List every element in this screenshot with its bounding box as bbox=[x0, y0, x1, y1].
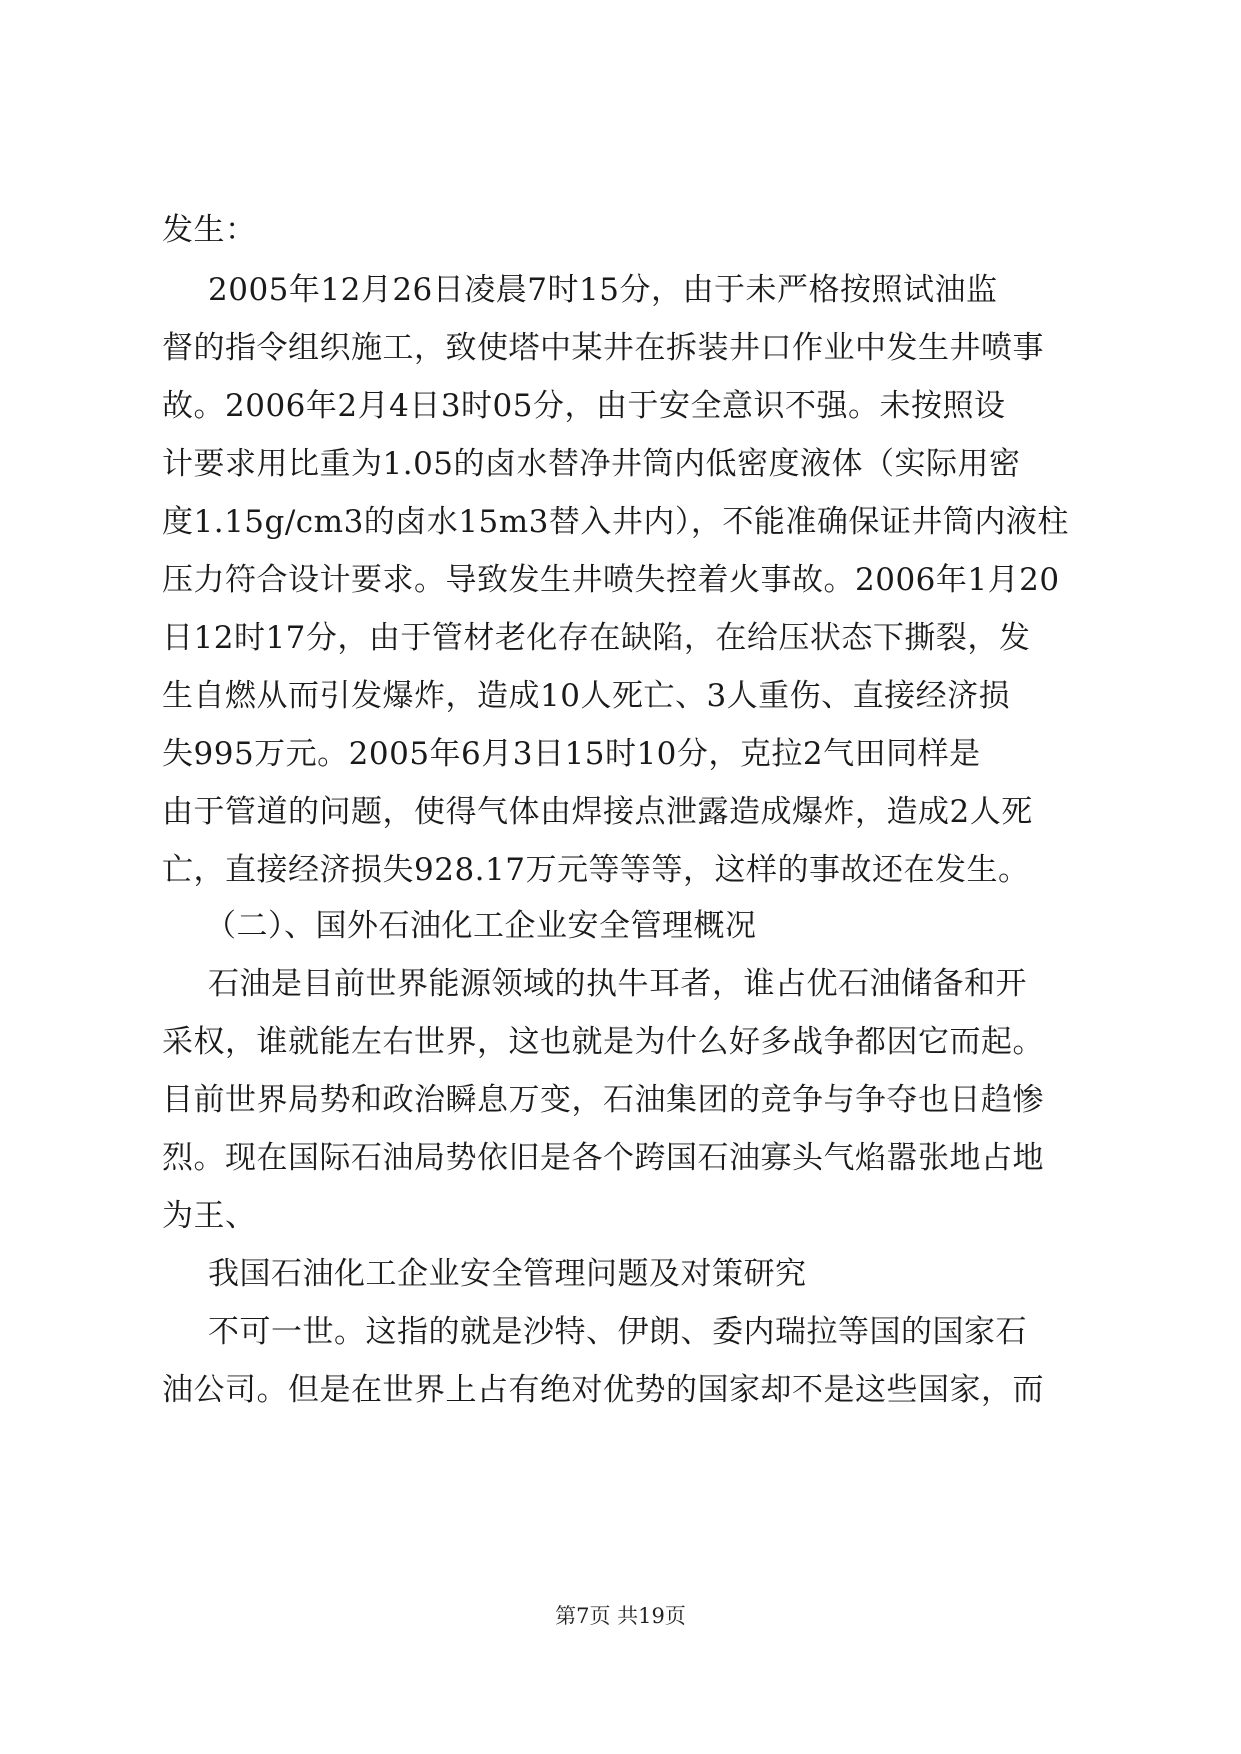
text-line: 督的指令组织施工，致使塔中某井在拆装井口作业中发生井喷事 bbox=[162, 330, 1044, 366]
text-line: 亡，直接经济损失928.17万元等等等，这样的事故还在发生。 bbox=[162, 852, 1030, 888]
text-line: 由于管道的问题，使得气体由焊接点泄露造成爆炸，造成2人死 bbox=[162, 794, 1033, 830]
text-line: 失995万元。2005年6月3日15时10分，克拉2气田同样是 bbox=[162, 736, 981, 772]
document-title-line: 我国石油化工企业安全管理问题及对策研究 bbox=[208, 1256, 807, 1292]
text-line: 日12时17分，由于管材老化存在缺陷，在给压状态下撕裂，发 bbox=[162, 620, 1031, 656]
text-line: 2005年12月26日凌晨7时15分，由于未严格按照试油监 bbox=[208, 272, 998, 308]
text-line: 发生： bbox=[162, 212, 257, 248]
page-footer: 第7页 共19页 bbox=[555, 1604, 686, 1628]
text-line: 压力符合设计要求。导致发生井喷失控着火事故。2006年1月20 bbox=[162, 562, 1060, 598]
text-line: 生自燃从而引发爆炸，造成10人死亡、3人重伤、直接经济损 bbox=[162, 678, 1011, 714]
text-line: 计要求用比重为1.05的卤水替净井筒内低密度液体（实际用密 bbox=[162, 446, 1021, 482]
text-line: 故。2006年2月4日3时05分，由于安全意识不强。未按照设 bbox=[162, 388, 1006, 424]
text-line: 石油是目前世界能源领域的执牛耳者，谁占优石油储备和开 bbox=[208, 966, 1027, 1002]
text-line: 采权，谁就能左右世界，这也就是为什么好多战争都因它而起。 bbox=[162, 1024, 1044, 1060]
text-line: 油公司。但是在世界上占有绝对优势的国家却不是这些国家，而 bbox=[162, 1372, 1044, 1408]
text-line: 不可一世。这指的就是沙特、伊朗、委内瑞拉等国的国家石 bbox=[208, 1314, 1027, 1350]
text-line: 度1.15g/cm3的卤水15m3替入井内），不能准确保证井筒内液柱 bbox=[162, 504, 1069, 540]
text-line: 烈。现在国际石油局势依旧是各个跨国石油寡头气焰嚣张地占地 bbox=[162, 1140, 1044, 1176]
text-line: 目前世界局势和政治瞬息万变，石油集团的竞争与争夺也日趋惨 bbox=[162, 1082, 1044, 1118]
text-line: 为王、 bbox=[162, 1198, 257, 1234]
section-heading: （二）、国外石油化工企业安全管理概况 bbox=[205, 908, 757, 944]
